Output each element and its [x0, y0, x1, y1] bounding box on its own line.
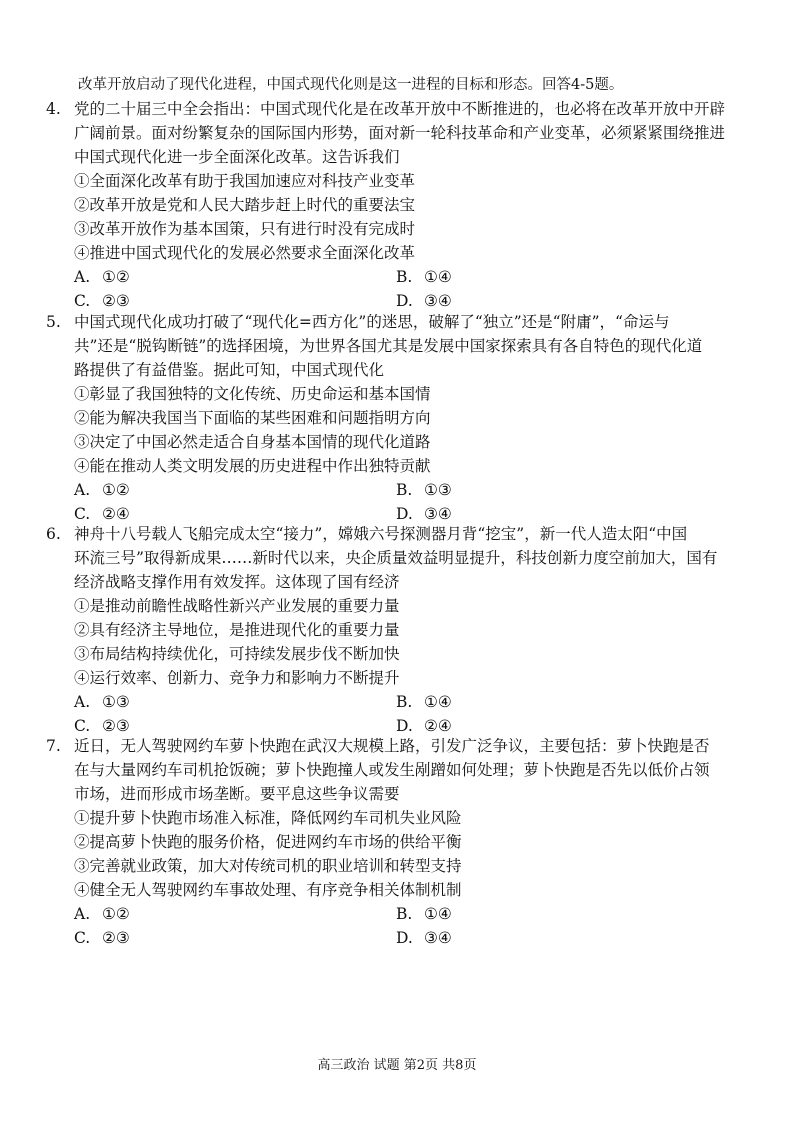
question-stem-line: 7. 近日，无人驾驶网约车萝卜快跑在武汉大规模上路，引发广泛争议，主要包括：萝卜快跑是否: [46, 734, 752, 758]
statement-option: ①是推动前瞻性战略性新兴产业发展的重要力量: [74, 597, 400, 615]
choice-a[interactable]: A. ①②: [74, 905, 130, 923]
question-number: 5.: [46, 313, 61, 331]
statement-option: ④能在推动人类文明发展的历史进程中作出独特贡献: [74, 457, 431, 475]
answer-choices: [46, 902, 752, 950]
answer-choices: [46, 478, 752, 526]
page-footer: 高三政治 试题 第2页 共8页: [317, 1058, 477, 1073]
question-stem-line: 5. 中国式现代化成功打破了“现代化=西方化”的迷思，破解了“独立”还是“附庸”，“命运与: [46, 310, 752, 334]
statement-option: ④健全无人驾驶网约车事故处理、有序竞争相关体制机制: [74, 881, 462, 899]
choice-a[interactable]: A. ①②: [74, 481, 130, 499]
question-number: 7.: [46, 737, 61, 755]
question-6: [46, 522, 752, 738]
choice-a[interactable]: A. ①③: [74, 693, 130, 711]
statement-option: ③完善就业政策，加大对传统司机的职业培训和转型支持: [74, 857, 462, 875]
statement-option: ①彰显了我国独特的文化传统、历史命运和基本国情: [74, 385, 431, 403]
choice-c[interactable]: C. ②④: [74, 505, 130, 523]
question-stem-line: 经济战略支撑作用有效发挥。这体现了国有经济: [74, 573, 400, 591]
choice-c[interactable]: C. ②③: [74, 929, 130, 947]
statement-option: ③布局结构持续优化，可持续发展步伐不断加快: [74, 645, 400, 663]
choice-a[interactable]: A. ①②: [74, 268, 130, 286]
question-stem-line: 路提供了有益借鉴。据此可知，中国式现代化: [74, 361, 385, 379]
question-stem-line: 共”还是“脱钩断链”的选择困境，为世界各国尤其是发展中国家探索具有各自特色的现代化道: [74, 337, 703, 355]
statement-option: ①提升萝卜快跑市场准入标准，降低网约车司机失业风险: [74, 809, 462, 827]
statement-option: ③改革开放作为基本国策，只有进行时没有完成时: [74, 220, 416, 238]
question-number: 6.: [46, 525, 61, 543]
statement-option: ④运行效率、创新力、竞争力和影响力不断提升: [74, 669, 400, 687]
statement-option: ②改革开放是党和人民大踏步赶上时代的重要法宝: [74, 196, 416, 214]
question-5: [46, 310, 752, 526]
question-stem-line: 中国式现代化进一步全面深化改革。这告诉我们: [74, 148, 400, 166]
choice-d[interactable]: D. ③④: [396, 292, 452, 310]
question-stem-line: 在与大量网约车司机抢饭碗；萝卜快跑撞人或发生剐蹭如何处理；萝卜快跑是否先以低价占领: [74, 761, 710, 779]
answer-choices: [46, 690, 752, 738]
question-4: [46, 97, 752, 313]
question-7: [46, 734, 752, 950]
statement-option: ②提高萝卜快跑的服务价格，促进网约车市场的供给平衡: [74, 833, 462, 851]
choice-b[interactable]: B. ①④: [396, 268, 452, 286]
choice-d[interactable]: D. ②④: [396, 717, 452, 735]
question-stem-line: 4. 党的二十届三中全会指出：中国式现代化是在改革开放中不断推进的，也必将在改革开放中开辟: [46, 97, 752, 121]
choice-d[interactable]: D. ③④: [396, 929, 452, 947]
choice-d[interactable]: D. ③④: [396, 505, 452, 523]
answer-choices: [46, 265, 752, 313]
choice-b[interactable]: B. ①③: [396, 481, 452, 499]
statement-option: ④推进中国式现代化的发展必然要求全面深化改革: [74, 244, 416, 262]
choice-b[interactable]: B. ①④: [396, 693, 452, 711]
question-stem-line: 广阔前景。面对纷繁复杂的国际国内形势，面对新一轮科技革命和产业变革，必须紧紧围绕推进: [74, 124, 726, 142]
choice-b[interactable]: B. ①④: [396, 905, 452, 923]
choice-c[interactable]: C. ②③: [74, 717, 130, 735]
statement-option: ③决定了中国必然走适合自身基本国情的现代化道路: [74, 433, 431, 451]
statement-option: ①全面深化改革有助于我国加速应对科技产业变革: [74, 172, 416, 190]
intro-text: 改革开放启动了现代化进程，中国式现代化则是这一进程的目标和形态。回答4-5题。: [78, 77, 624, 93]
question-stem-line: 环流三号”取得新成果……新时代以来，央企质量效益明显提升，科技创新力度空前加大，国有: [74, 549, 718, 567]
question-number: 4.: [46, 100, 61, 118]
question-stem-line: 市场，进而形成市场垄断。要平息这些争议需要: [74, 785, 400, 803]
statement-option: ②具有经济主导地位，是推进现代化的重要力量: [74, 621, 400, 639]
choice-c[interactable]: C. ②③: [74, 292, 130, 310]
question-stem-line: 6. 神舟十八号载人飞船完成太空“接力”，嫦娥六号探测器月背“挖宝”，新一代人造太阳“中国: [46, 522, 752, 546]
statement-option: ②能为解决我国当下面临的某些困难和问题指明方向: [74, 409, 431, 427]
